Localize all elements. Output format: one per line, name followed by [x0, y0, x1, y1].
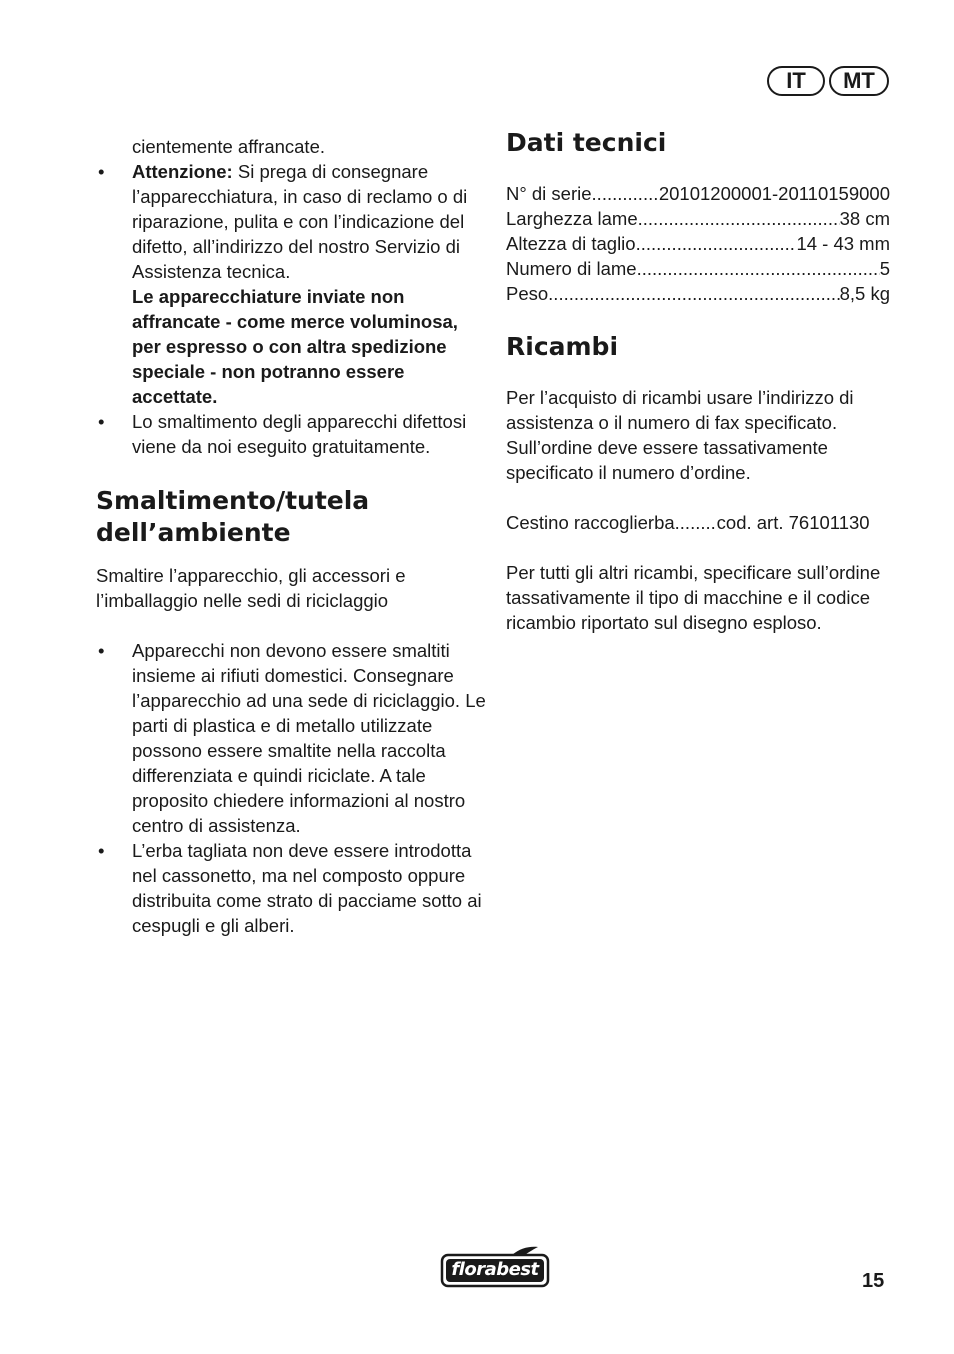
disposal-free-text: Lo smaltimento degli apparecchi difettosi viene da noi eseguito gratuitamente. [132, 411, 467, 457]
spec-row-serial [506, 181, 890, 206]
list-item [96, 838, 486, 938]
disposal-bullet-list [96, 638, 486, 938]
leader-dots [675, 510, 717, 535]
spec-row-cutting-height [506, 231, 890, 256]
spec-row-blade-width [506, 206, 890, 231]
specs-table [506, 181, 890, 306]
leader-dots [637, 256, 880, 281]
warranty-bullet-list [96, 159, 486, 459]
heading-line-1: Smaltimento/tutela [96, 486, 370, 515]
spec-value: 20101200001-20110159000 [658, 183, 890, 204]
spec-row-blade-count [506, 256, 890, 281]
page-number: 15 [862, 1270, 885, 1292]
unpaid-shipment-warning: Le apparecchiature inviate non affrancate - come merce voluminosa, per espresso o con altra spedizione speciale - non potranno essere accettate. [132, 286, 458, 407]
florabest-logo [440, 1246, 550, 1288]
spare-parts-intro: Per l’acquisto di ricambi usare l’indirizzo di assistenza o il numero di fax specificato. Sull’ordine deve essere tassativamente specificato il numero d’ordine. [506, 387, 854, 483]
spare-parts-other: Per tutti gli altri ricambi, specificare sull’ordine tassativamente il tipo di macchine e il codice ricambio riportato sul disegno esploso. [506, 562, 881, 633]
heading-line-2: dell’ambiente [96, 518, 291, 547]
bullet-icon: • [98, 840, 105, 861]
bullet-icon: • [98, 411, 105, 432]
spare-part-row [506, 510, 890, 535]
spec-value: 38 cm [839, 208, 890, 229]
language-badge-it: IT [767, 66, 825, 96]
spare-part-label: Cestino raccoglierba [506, 512, 675, 533]
attention-label: Attenzione: [132, 161, 233, 182]
section-heading-spare-parts: Ricambi [506, 332, 619, 361]
leader-dots [548, 281, 839, 306]
logo-text: florabest [451, 1259, 539, 1280]
right-column [506, 127, 890, 635]
attention-text: Si prega di consegnare l’apparecchiatura, in caso di reclamo o di riparazione, pulita e con l’indicazione del difetto, all’indirizzo del nostro Servizio di Assistenza tecnica. [132, 161, 468, 282]
list-item [96, 638, 486, 838]
spec-label: Peso [506, 283, 549, 304]
leader-dots [636, 231, 797, 256]
spec-value: 8,5 kg [839, 283, 890, 304]
list-item [96, 409, 486, 459]
spec-label: N° di serie [506, 183, 592, 204]
leader-dots [592, 181, 659, 206]
list-item [96, 159, 486, 409]
spec-label: Altezza di taglio [506, 233, 636, 254]
continued-text: cientemente affrancate. [132, 136, 326, 157]
bullet-icon: • [98, 161, 105, 182]
bullet-icon: • [98, 640, 105, 661]
section-heading-disposal [96, 485, 486, 549]
spec-label: Numero di lame [506, 258, 637, 279]
leader-dots [638, 206, 840, 231]
spec-label: Larghezza lame [506, 208, 638, 229]
disposal-intro: Smaltire l’apparecchio, gli accessori e l’imballaggio nelle sedi di riciclaggio [96, 565, 406, 611]
grass-clippings-text: L’erba tagliata non deve essere introdotta nel cassonetto, ma nel composto oppure distribuita come strato di pacciame sotto ai cespugli e gli alberi. [132, 840, 482, 936]
section-heading-technical-data: Dati tecnici [506, 128, 667, 157]
spec-row-weight [506, 281, 890, 306]
spare-part-value: cod. art. 76101130 [716, 512, 870, 533]
recycling-text: Apparecchi non devono essere smaltiti insieme ai rifiuti domestici. Consegnare l’apparecchio ad una sede di riciclaggio. Le parti di plastica e di metallo utilizzate possono essere smaltite nella raccolta differenziata e quindi riciclate. A tale proposito chiedere informazioni al nostro centro di assistenza. [132, 640, 486, 836]
language-badge-mt: MT [829, 66, 889, 96]
spec-value: 5 [879, 258, 890, 279]
left-column [96, 134, 486, 938]
spec-value: 14 - 43 mm [796, 233, 890, 254]
